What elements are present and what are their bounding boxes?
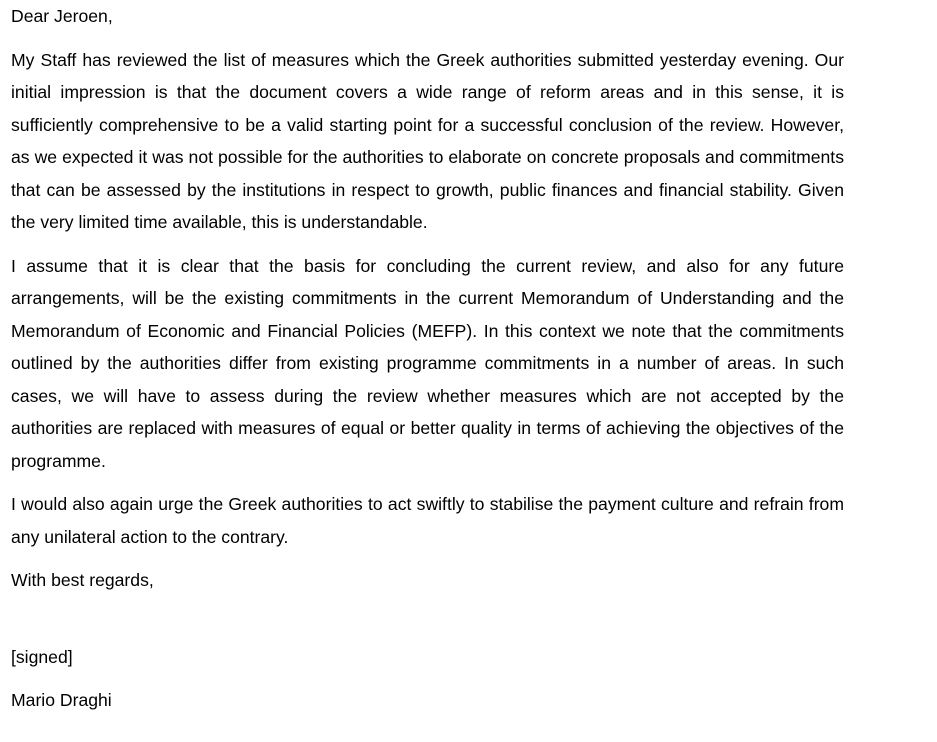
letter-body xyxy=(11,0,844,717)
paragraph-2: I assume that it is clear that the basis for concluding the current review, and also for any future arrangements, will be the existing commitments in the current Memorandum of Understanding and the Memorandum of Economic and Financial Policies (MEFP). In this context we note that the commitments outlined by the authorities differ from existing programme commitments in a number of areas. In such cases, we will have to assess during the review whether measures which are not accepted by the authorities are replaced with measures of equal or better quality in terms of achieving the objectives of the programme. xyxy=(11,255,844,471)
closing: With best regards, xyxy=(11,570,154,590)
paragraph-3: I would also again urge the Greek authorities to act swiftly to stabilise the payment culture and refrain from any unilateral action to the contrary. xyxy=(11,494,844,547)
salutation: Dear Jeroen, xyxy=(11,6,113,26)
paragraph-1: My Staff has reviewed the list of measures which the Greek authorities submitted yesterday evening. Our initial impression is that the document covers a wide range of reform areas and in this sense, it is sufficiently comprehensive to be a valid starting point for a successful conclusion of the review. However, as we expected it was not possible for the authorities to elaborate on concrete proposals and commitments that can be assessed by the institutions in respect to growth, public finances and financial stability. Given the very limited time available, this is understandable. xyxy=(11,49,844,232)
signatory-name: Mario Draghi xyxy=(11,690,112,710)
signature-note: [signed] xyxy=(11,646,73,667)
